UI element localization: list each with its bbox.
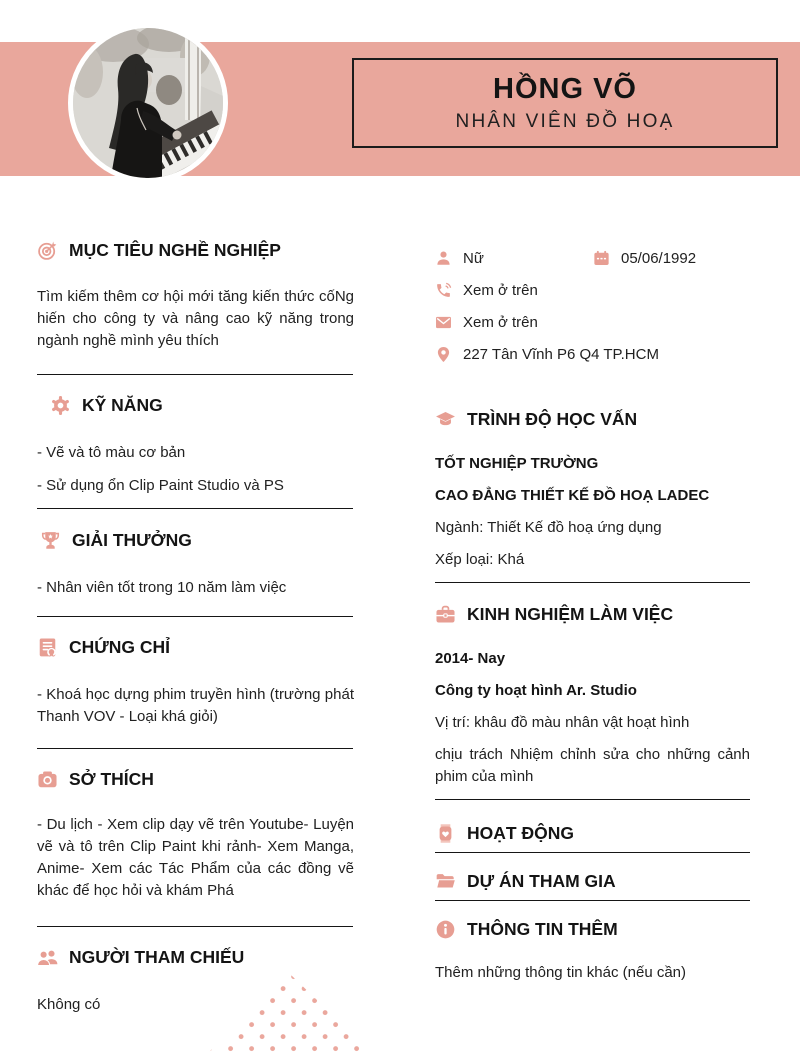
skill-item: - Vẽ và tô màu cơ bản	[37, 444, 186, 461]
section-education-header	[435, 408, 637, 430]
contact-phone-row	[435, 282, 538, 299]
divider	[37, 508, 353, 509]
phone-icon	[435, 282, 452, 299]
divider	[435, 900, 750, 901]
divider	[37, 616, 353, 617]
section-skills-header	[50, 394, 163, 416]
experience-description: chịu trách Nhiệm chỉnh sửa cho những cảnh phim của mình	[435, 746, 750, 785]
section-awards-header	[40, 529, 192, 551]
name-box	[352, 58, 778, 148]
trophy-icon	[40, 530, 61, 551]
info-icon	[435, 919, 456, 940]
education-major: Ngành: Thiết Kế đồ hoạ ứng dụng	[435, 519, 662, 536]
divider	[435, 852, 750, 853]
contact-address-row	[435, 346, 659, 363]
location-pin-icon	[435, 346, 452, 363]
address-value: 227 Tân Vĩnh P6 Q4 TP.HCM	[463, 346, 659, 363]
skill-item: - Sử dụng ổn Clip Paint Studio và PS	[37, 477, 284, 494]
hobbies-body: - Du lịch - Xem clip dạy vẽ trên Youtube- Luyện vẽ và tô trên Clip Paint khi rảnh- Xem Manga, Anime- Xem các Tác Phẩm của các đồng vẽ khác để học hỏi và khám Phá	[37, 816, 354, 899]
email-value: Xem ở trên	[463, 314, 538, 331]
section-experience-header	[435, 603, 673, 625]
section-title: TRÌNH ĐỘ HỌC VẤN	[467, 409, 638, 429]
contact-email-row	[435, 314, 538, 331]
job-title: NHÂN VIÊN ĐỒ HOẠ	[455, 111, 675, 132]
section-references-header	[37, 946, 244, 968]
briefcase-icon	[435, 604, 456, 625]
section-title: KINH NGHIỆM LÀM VIỆC	[467, 604, 674, 624]
section-objective-header	[37, 239, 281, 261]
profile-photo-art	[73, 28, 223, 178]
section-projects-header	[435, 870, 616, 892]
person-name: HỒNG VÕ	[493, 73, 637, 105]
gear-icon	[50, 395, 71, 416]
education-line: TỐT NGHIỆP TRƯỜNG	[435, 455, 599, 472]
section-title: MỤC TIÊU NGHỀ NGHIỆP	[69, 240, 281, 260]
divider	[37, 926, 353, 927]
section-title: CHỨNG CHỈ	[69, 637, 171, 657]
section-certificates-header	[37, 636, 170, 658]
smartwatch-heart-icon	[435, 823, 456, 844]
dob-value: 05/06/1992	[621, 250, 697, 267]
objective-body: Tìm kiếm thêm cơ hội mới tăng kiến thức cốNg hiến cho công ty và nâng cao kỹ năng trong ngành nghề mình yêu thích	[37, 288, 354, 349]
envelope-icon	[435, 314, 452, 331]
section-additional-header	[435, 918, 618, 940]
education-line: CAO ĐẲNG THIẾT KẾ ĐỒ HOẠ LADEC	[435, 487, 710, 504]
contact-gender-row	[435, 250, 484, 267]
phone-value: Xem ở trên	[463, 282, 538, 299]
additional-body: Thêm những thông tin khác (nếu cần)	[435, 964, 687, 981]
award-item: - Nhân viên tốt trong 10 năm làm việc	[37, 579, 287, 596]
camera-icon	[37, 769, 58, 790]
dot-triangle-decoration	[207, 974, 373, 1054]
gender-value: Nữ	[463, 250, 484, 267]
certificate-icon	[37, 637, 58, 658]
section-activities-header	[435, 822, 574, 844]
experience-period: 2014- Nay	[435, 650, 506, 667]
divider	[435, 799, 750, 800]
contact-dob-row	[593, 250, 696, 267]
education-grade: Xếp loại: Khá	[435, 551, 525, 568]
divider	[37, 374, 353, 375]
section-title: HOẠT ĐỘNG	[467, 823, 574, 843]
experience-company: Công ty hoạt hình Ar. Studio	[435, 682, 637, 699]
calendar-icon	[593, 250, 610, 267]
section-title: NGƯỜI THAM CHIẾU	[69, 947, 245, 967]
divider	[435, 582, 750, 583]
section-hobbies-header	[37, 768, 154, 790]
section-title: SỞ THÍCH	[69, 769, 154, 789]
divider	[37, 748, 353, 749]
person-icon	[435, 250, 452, 267]
people-icon	[37, 947, 58, 968]
profile-photo	[68, 23, 228, 183]
target-icon	[37, 240, 58, 261]
experience-position: Vị trí: khâu đồ màu nhân vật hoạt hình	[435, 714, 690, 731]
section-title: GIẢI THƯỞNG	[72, 530, 192, 550]
references-body: Không có	[37, 996, 101, 1013]
folder-icon	[435, 871, 456, 892]
section-title: DỰ ÁN THAM GIA	[467, 871, 616, 891]
certificate-body: - Khoá học dựng phim truyền hình (trường phát Thanh VOV - Loại khá giỏi)	[37, 686, 354, 725]
graduation-cap-icon	[435, 409, 456, 430]
section-title: THÔNG TIN THÊM	[467, 919, 618, 939]
section-title: KỸ NĂNG	[82, 395, 163, 415]
